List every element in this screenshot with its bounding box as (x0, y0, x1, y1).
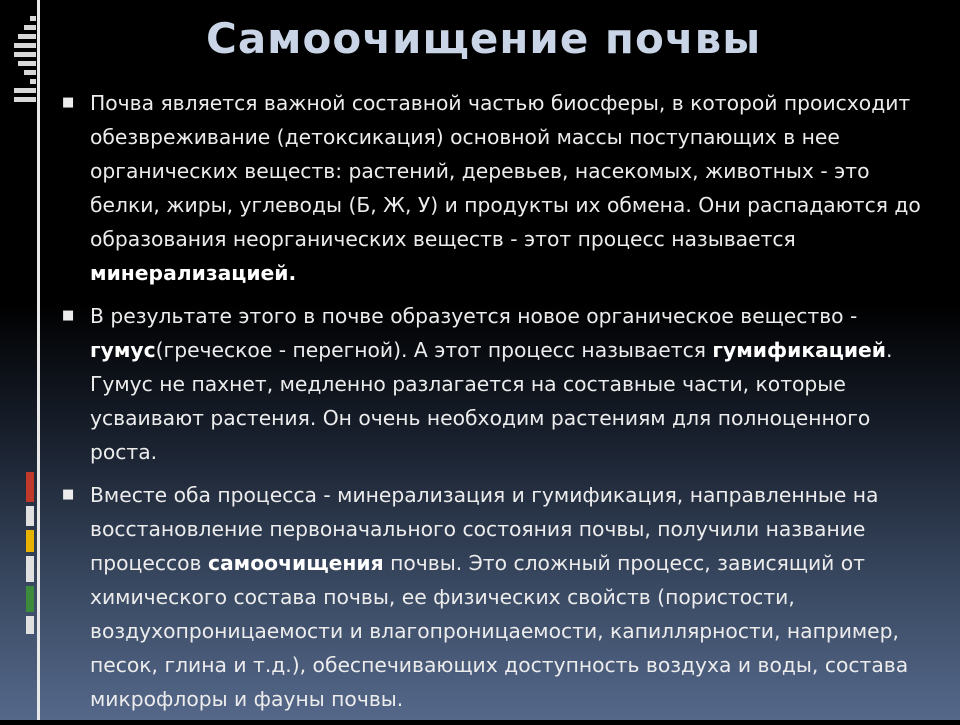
color-accent-blocks (26, 472, 36, 638)
term-humus: гумус (90, 338, 156, 362)
paragraph-humification (62, 299, 942, 469)
deco-bar (18, 34, 36, 39)
deco-bar (14, 88, 36, 93)
paragraph-text: . Гумус не пахнет, медленно разлагается на составные части, которые усваивают растения. Он очень необходим растениям для полноценного роста. (90, 338, 893, 464)
left-vertical-rule (37, 0, 40, 720)
paragraph-text: В результате этого в почве образуется новое органическое вещество - (90, 304, 858, 328)
term-humification: гумификацией (712, 338, 886, 362)
deco-bar (24, 25, 36, 30)
slide-content (62, 86, 942, 725)
bullet-icon: ■ (62, 308, 75, 323)
deco-bar (30, 16, 36, 21)
bullet-icon: ■ (62, 487, 75, 502)
accent-block-white (26, 616, 34, 634)
deco-bar (30, 79, 36, 84)
term-mineralization: минерализацией. (90, 261, 297, 285)
paragraph-mineralization (62, 86, 942, 290)
paragraph-text: (греческое - перегной). А этот процесс называется (155, 338, 713, 362)
accent-block-yellow (26, 530, 34, 552)
slide-title: Самоочищение почвы (206, 14, 762, 63)
deco-bar (18, 61, 36, 66)
paragraph-text: Почва является важной составной частью биосферы, в которой происходит обезвреживание (детоксикация) основной массы поступающих в нее органических веществ: растений, деревьев, насекомых, животных - это белки, жиры, углеводы (Б, Ж, У) и продукты их обмена. Они распадаются до образования неорганических веществ - этот процесс называется (90, 91, 921, 251)
term-self-purification: самоочищения (207, 551, 384, 575)
accent-block-white (26, 556, 34, 582)
accent-block-green (26, 586, 34, 612)
deco-bar (24, 70, 36, 75)
paragraph-self-purification (62, 478, 942, 716)
accent-block-red (26, 472, 34, 502)
deco-bar (14, 97, 36, 102)
deco-bar (14, 43, 36, 48)
deco-bar (14, 52, 36, 57)
accent-block-white (26, 506, 34, 526)
bullet-icon: ■ (62, 95, 75, 110)
paragraph-text: почвы. Это сложный процесс, зависящий от химического состава почвы, ее физических свойств (пористости, воздухопроницаемости и влагопроницаемости, капиллярности, например, песок, глина и т.д.), обеспечивающих доступность воздуха и воды, состава микрофлоры и фауны почвы. (90, 551, 909, 711)
top-decoration-bars (14, 16, 36, 106)
paragraph-text: Вместе оба процесса - минерализация и гумификация, направленные на восстановление первоначального состояния почвы, получили название процессов (90, 483, 879, 575)
